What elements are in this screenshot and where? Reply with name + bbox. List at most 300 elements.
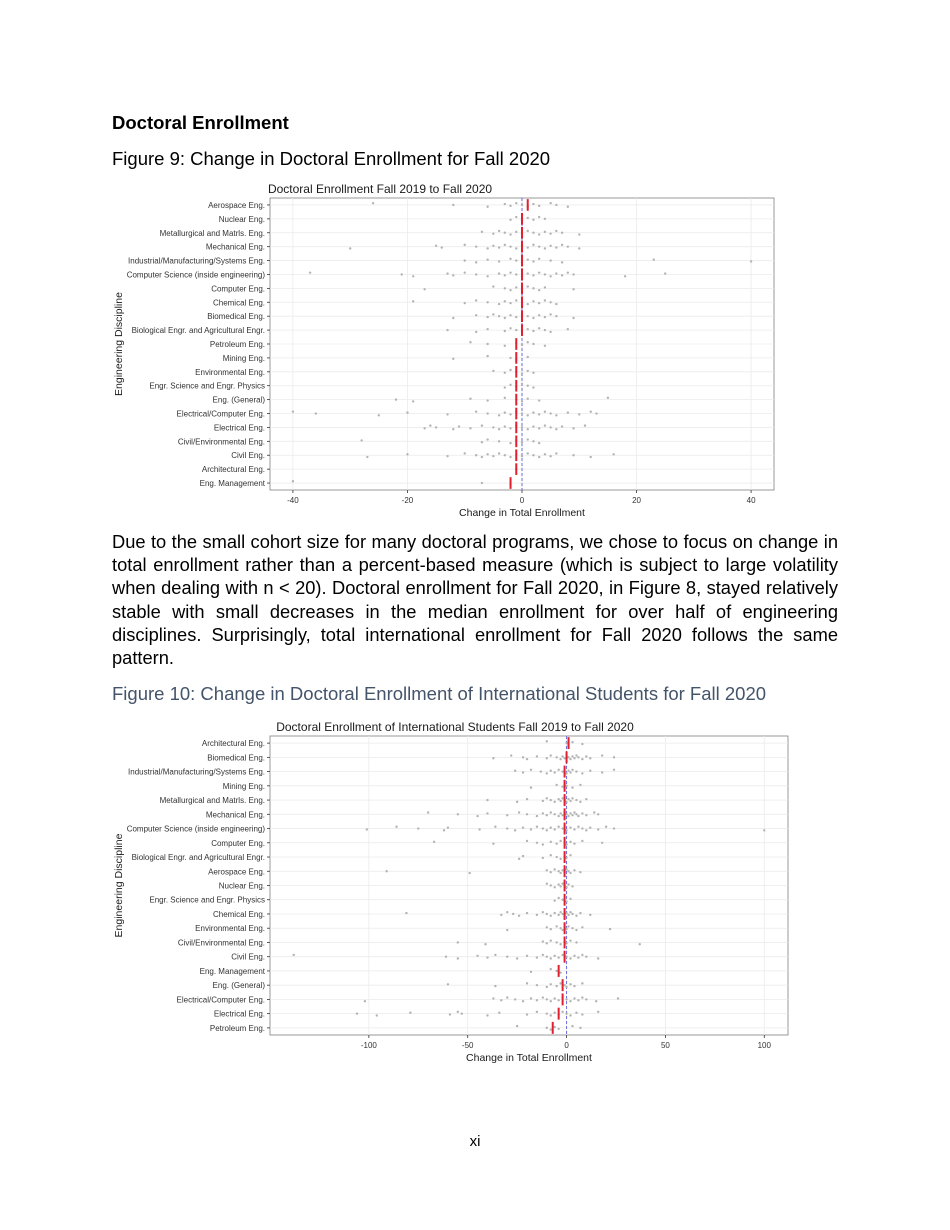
chart2-data-point [569, 983, 571, 985]
chart2-data-point [518, 811, 520, 813]
chart2-data-point [526, 798, 528, 800]
chart2-data-point [542, 800, 544, 802]
chart2-data-point [601, 754, 603, 756]
chart2-data-point [559, 858, 561, 860]
chart2-data-point [546, 797, 548, 799]
chart1-data-point [555, 246, 557, 248]
chart2-data-point [536, 984, 538, 986]
chart1-data-point [423, 427, 425, 429]
chart1-data-point [509, 271, 511, 273]
chart1-data-point [567, 271, 569, 273]
chart1-data-point [521, 204, 523, 206]
chart2-data-point [536, 826, 538, 828]
chart2-category-label: Petroleum Eng. [209, 1023, 265, 1033]
chart1-data-point [750, 260, 752, 262]
chart2-data-point [530, 786, 532, 788]
chart2-data-point [573, 828, 575, 830]
chart2-data-point [468, 872, 470, 874]
chart1-data-point [572, 317, 574, 319]
chart2-data-point [546, 926, 548, 928]
chart2-data-point [522, 826, 524, 828]
chart2-data-point [522, 1000, 524, 1002]
chart2-data-point [550, 884, 552, 886]
chart2-data-point [555, 756, 557, 758]
chart2-data-point [601, 771, 603, 773]
chart2-data-point [571, 797, 573, 799]
figure-9-caption: Figure 9: Change in Doctoral Enrollment for Fall 2020 [112, 148, 551, 169]
chart1-data-point [549, 245, 551, 247]
chart1-data-point [532, 300, 534, 302]
chart1-data-point [504, 203, 506, 205]
chart2-data-point [579, 801, 581, 803]
chart2-data-point [575, 799, 577, 801]
chart1-data-point [544, 299, 546, 301]
chart1-data-point [515, 259, 517, 261]
chart2-data-point [550, 769, 552, 771]
chart1-data-point [527, 438, 529, 440]
chart1-data-point [509, 357, 511, 359]
chart1-data-point [492, 313, 494, 315]
chart2-data-point [565, 785, 567, 787]
chart2-data-point [575, 754, 577, 756]
chart1-data-point [612, 453, 614, 455]
chart2-data-point [613, 827, 615, 829]
chart2-data-point [530, 971, 532, 973]
chart2-data-point [639, 943, 641, 945]
chart2-data-point [457, 957, 459, 959]
chart1-data-point [527, 370, 529, 372]
chart1-data-point [481, 482, 483, 484]
chart2-data-point [559, 840, 561, 842]
chart1-data-point [412, 275, 414, 277]
chart2-data-point [546, 1027, 548, 1029]
chart1-data-point [509, 245, 511, 247]
chart1-data-point [504, 386, 506, 388]
chart2-data-point [613, 769, 615, 771]
chart2-data-point [573, 842, 575, 844]
chart1-data-point [567, 411, 569, 413]
chart1-data-point [538, 245, 540, 247]
chart2-data-point [546, 740, 548, 742]
chart2-data-point [577, 756, 579, 758]
chart2-data-point [581, 996, 583, 998]
chart2-data-point [555, 970, 557, 972]
chart2-data-point [536, 914, 538, 916]
chart1-data-point [549, 259, 551, 261]
chart2-data-point [559, 982, 561, 984]
chart1-data-point [292, 480, 294, 482]
chart2-data-point [514, 998, 516, 1000]
chart2-data-point [536, 755, 538, 757]
chart1-data-point [475, 273, 477, 275]
chart2-data-point [565, 986, 567, 988]
chart2-x-axis-label: Change in Total Enrollment [466, 1052, 592, 1064]
chart1-data-point [555, 452, 557, 454]
chart2-data-point [555, 985, 557, 987]
chart2-data-point [554, 801, 556, 803]
chart2-data-point [554, 997, 556, 999]
chart2-data-point [567, 914, 569, 916]
chart2-data-point [526, 840, 528, 842]
chart2-data-point [554, 912, 556, 914]
chart2-data-point [409, 1012, 411, 1014]
chart2-data-point [589, 914, 591, 916]
chart1-data-point [544, 286, 546, 288]
chart1-data-point [446, 455, 448, 457]
chart1-data-point [561, 261, 563, 263]
chart2-data-point [575, 1012, 577, 1014]
chart1-data-point [475, 331, 477, 333]
chart1-data-point [452, 428, 454, 430]
chart1-data-point [567, 245, 569, 247]
chart2-data-point [561, 797, 563, 799]
chart2-data-point [567, 870, 569, 872]
chart2-data-point [569, 758, 571, 760]
chart2-data-point [585, 755, 587, 757]
chart2-data-point [557, 798, 559, 800]
chart2-data-point [577, 826, 579, 828]
chart1-data-point [578, 247, 580, 249]
chart2-data-point [763, 829, 765, 831]
chart2-data-point [433, 841, 435, 843]
chart2-data-point [494, 985, 496, 987]
chart1-data-point [527, 285, 529, 287]
chart2-data-point [385, 870, 387, 872]
chart2-data-point [476, 955, 478, 957]
chart2-data-point [506, 814, 508, 816]
chart2-data-point [579, 912, 581, 914]
chart1-data-point [532, 372, 534, 374]
chart1-data-point [538, 216, 540, 218]
chart1-data-point [561, 244, 563, 246]
chart1-data-point [527, 414, 529, 416]
chart2-data-point [526, 813, 528, 815]
chart1-data-point [504, 425, 506, 427]
chart2-data-point [486, 1014, 488, 1016]
chart2-data-point [506, 929, 508, 931]
chart1-data-point [572, 273, 574, 275]
chart2-data-point [554, 771, 556, 773]
chart2-data-point [555, 941, 557, 943]
chart2-data-point [585, 798, 587, 800]
chart1-data-point [475, 454, 477, 456]
chart1-data-point [464, 452, 466, 454]
chart2-data-point [492, 842, 494, 844]
chart2-data-point [542, 940, 544, 942]
chart2-data-point [575, 941, 577, 943]
chart1-data-point [498, 303, 500, 305]
chart2-data-point [585, 955, 587, 957]
chart2-category-label: Biomedical Eng. [207, 753, 265, 763]
chart2-category-label: Mining Eng. [222, 781, 265, 791]
chart2-data-point [557, 769, 559, 771]
page-number: xi [469, 1133, 481, 1150]
chart1-data-point [521, 344, 523, 346]
chart1-data-point [515, 299, 517, 301]
chart1-data-point [578, 233, 580, 235]
chart2-data-point [571, 769, 573, 771]
chart2-data-point [575, 929, 577, 931]
chart2-data-point [554, 828, 556, 830]
chart2-data-point [526, 982, 528, 984]
chart2-data-point [581, 772, 583, 774]
chart2-data-point [293, 954, 295, 956]
chart2-data-point [557, 883, 559, 885]
chart2-data-point [561, 869, 563, 871]
chart1-data-point [509, 205, 511, 207]
chart1-category-label: Biomedical Eng. [207, 312, 265, 322]
chart1-data-point [515, 247, 517, 249]
chart2-data-point [427, 811, 429, 813]
chart1-data-point [521, 426, 523, 428]
chart1-data-point [481, 231, 483, 233]
chart1-category-label: Industrial/Manufacturing/Systems Eng. [128, 256, 265, 266]
chart2-data-point [554, 899, 556, 901]
chart1-data-point [532, 425, 534, 427]
chart1-data-point [504, 411, 506, 413]
chart2-data-point [597, 828, 599, 830]
chart1-data-point [378, 414, 380, 416]
chart2-data-point [581, 743, 583, 745]
chart1-category-label: Electrical/Computer Eng. [176, 409, 265, 419]
chart2-data-point [573, 811, 575, 813]
chart2-data-point [546, 998, 548, 1000]
chart1-data-point [458, 425, 460, 427]
chart1-data-point [532, 232, 534, 234]
chart1-data-point [515, 273, 517, 275]
chart1-data-point [527, 328, 529, 330]
chart2-data-point [569, 957, 571, 959]
chart2-data-point [542, 996, 544, 998]
chart2-data-point [500, 999, 502, 1001]
chart2-data-point [550, 1000, 552, 1002]
chart2-data-point [569, 826, 571, 828]
chart1-data-point [538, 413, 540, 415]
chart2-data-point [546, 942, 548, 944]
chart1-data-point [486, 343, 488, 345]
chart2-data-point [512, 913, 514, 915]
chart1-data-point [509, 442, 511, 444]
chart1-data-point [549, 313, 551, 315]
chart2-data-point [571, 741, 573, 743]
chart2-data-point [559, 911, 561, 913]
chart1-data-point [544, 218, 546, 220]
chart1-category-label: Mining Eng. [222, 353, 265, 363]
chart1-data-point [509, 233, 511, 235]
chart2-data-point [581, 954, 583, 956]
chart2-data-point [561, 827, 563, 829]
chart2-data-point [550, 841, 552, 843]
chart1-data-point [544, 231, 546, 233]
chart2-data-point [579, 1027, 581, 1029]
chart1-data-point [481, 424, 483, 426]
chart1-data-point [544, 329, 546, 331]
chart2-category-label: Industrial/Manufacturing/Systems Eng. [128, 767, 265, 777]
chart1-data-point [572, 427, 574, 429]
chart2-data-point [575, 770, 577, 772]
chart1-data-point [492, 370, 494, 372]
chart1-data-point [607, 397, 609, 399]
chart2-x-tick-label: 100 [757, 1041, 771, 1050]
chart1-data-point [561, 274, 563, 276]
chart1-data-point [309, 271, 311, 273]
chart1-data-point [498, 440, 500, 442]
chart2-data-point [536, 842, 538, 844]
chart1-data-point [527, 385, 529, 387]
chart1-data-point [504, 345, 506, 347]
chart2-title: Doctoral Enrollment of International Students Fall 2019 to Fall 2020 [276, 720, 634, 734]
chart1-data-point [532, 203, 534, 205]
chart2-data-point [561, 755, 563, 757]
chart1-data-point [498, 452, 500, 454]
chart2-category-label: Civil/Environmental Eng. [177, 938, 265, 948]
chart2-data-point [536, 1011, 538, 1013]
chart2-category-label: Chemical Eng. [212, 909, 265, 919]
chart1-data-point [532, 260, 534, 262]
chart2-data-point [550, 871, 552, 873]
chart2-data-point [581, 840, 583, 842]
chart1-data-point [653, 258, 655, 260]
chart1-data-point [492, 285, 494, 287]
chart2-data-point [550, 1028, 552, 1030]
chart1-data-point [498, 428, 500, 430]
chart2-data-point [494, 826, 496, 828]
chart1-data-point [572, 454, 574, 456]
chart1-category-label: Engr. Science and Engr. Physics [149, 381, 265, 391]
chart2-data-point [559, 943, 561, 945]
chart1-category-label: Computer Eng. [211, 284, 265, 294]
chart1-data-point [366, 456, 368, 458]
chart1-x-tick-label: 20 [632, 496, 641, 505]
chart2-data-point [561, 929, 563, 931]
chart2-data-point [589, 826, 591, 828]
chart1-category-label: Metallurgical and Matrls. Eng. [159, 228, 265, 238]
chart1-data-point [555, 303, 557, 305]
chart2-data-point [478, 828, 480, 830]
chart1-data-point [412, 300, 414, 302]
chart1-data-point [527, 217, 529, 219]
chart2-data-point [561, 770, 563, 772]
chart1-data-point [504, 232, 506, 234]
figure-10-caption: Figure 10: Change in Doctoral Enrollment of International Students for Fall 2020 [112, 683, 767, 704]
chart2-x-tick-label: 0 [564, 1041, 569, 1050]
chart2-data-point [557, 914, 559, 916]
chart1-data-point [527, 315, 529, 317]
chart1-data-point [549, 426, 551, 428]
chart1-data-point [492, 426, 494, 428]
chart2-data-point [550, 1014, 552, 1016]
chart1-data-point [538, 427, 540, 429]
chart1-data-point [572, 288, 574, 290]
chart1-data-point [521, 441, 523, 443]
chart2-data-point [613, 756, 615, 758]
chart2-data-point [417, 827, 419, 829]
chart1-data-point [486, 453, 488, 455]
chart1-data-point [532, 343, 534, 345]
chart2-data-point [554, 1026, 556, 1028]
chart1-data-point [538, 399, 540, 401]
chart1-data-point [509, 413, 511, 415]
chart1-data-point [395, 398, 397, 400]
chart1-data-point [544, 345, 546, 347]
chart1-data-point [452, 358, 454, 360]
chart2-category-label: Biological Engr. and Agricultural Engr. [131, 853, 265, 863]
chart1-data-point [532, 274, 534, 276]
chart2-data-point [573, 869, 575, 871]
chart1-data-point [509, 302, 511, 304]
chart2-data-point [569, 939, 571, 941]
chart1-data-point [406, 453, 408, 455]
chart2-data-point [542, 911, 544, 913]
chart1-data-point [527, 246, 529, 248]
chart2-data-point [573, 997, 575, 999]
chart2-data-point [555, 856, 557, 858]
chart1-data-point [349, 247, 351, 249]
chart1-data-point [527, 230, 529, 232]
chart2-data-point [579, 871, 581, 873]
chart2-data-point [559, 812, 561, 814]
chart2-data-point [569, 854, 571, 856]
chart1-data-point [544, 273, 546, 275]
chart1-data-point [446, 413, 448, 415]
chart2-data-point [569, 872, 571, 874]
chart1-data-point [532, 219, 534, 221]
chart1-data-point [292, 411, 294, 413]
chart1-category-label: Aerospace Eng. [208, 200, 265, 210]
chart1-data-point [532, 287, 534, 289]
chart2-category-label: Civil Eng. [231, 952, 265, 962]
chart2-data-point [581, 982, 583, 984]
chart2-data-point [567, 769, 569, 771]
chart1-data-point [315, 412, 317, 414]
chart2-data-point [597, 1011, 599, 1013]
chart1-data-point [555, 414, 557, 416]
chart1-data-point [515, 286, 517, 288]
chart2-data-point [461, 1012, 463, 1014]
chart2-data-point [514, 829, 516, 831]
chart2-data-point [565, 742, 567, 744]
chart1-data-point [567, 328, 569, 330]
chart2-data-point [561, 883, 563, 885]
chart2-data-point [605, 826, 607, 828]
chart2-data-point [546, 913, 548, 915]
chart1-data-point [555, 204, 557, 206]
chart1-data-point [509, 219, 511, 221]
chart2-category-label: Computer Science (inside engineering) [126, 824, 265, 834]
chart1-data-point [595, 412, 597, 414]
chart2-data-point [506, 827, 508, 829]
chart2-data-point [554, 813, 556, 815]
chart2-data-point [577, 956, 579, 958]
chart2-data-point [555, 784, 557, 786]
chart2-data-point [569, 898, 571, 900]
chart1-data-point [538, 314, 540, 316]
chart2-data-point [530, 769, 532, 771]
chart2-data-point [546, 829, 548, 831]
chart2-category-label: Electrical/Computer Eng. [176, 995, 265, 1005]
chart1-data-point [509, 327, 511, 329]
chart2-data-point [567, 815, 569, 817]
chart2-data-point [447, 983, 449, 985]
chart2-data-point [567, 883, 569, 885]
chart1-x-axis-label: Change in Total Enrollment [459, 507, 585, 519]
chart1-data-point [475, 299, 477, 301]
chart2-data-point [585, 829, 587, 831]
chart2-data-point [510, 754, 512, 756]
chart2-data-point [364, 1000, 366, 1002]
chart2-data-point [557, 897, 559, 899]
chart1-data-point [538, 258, 540, 260]
